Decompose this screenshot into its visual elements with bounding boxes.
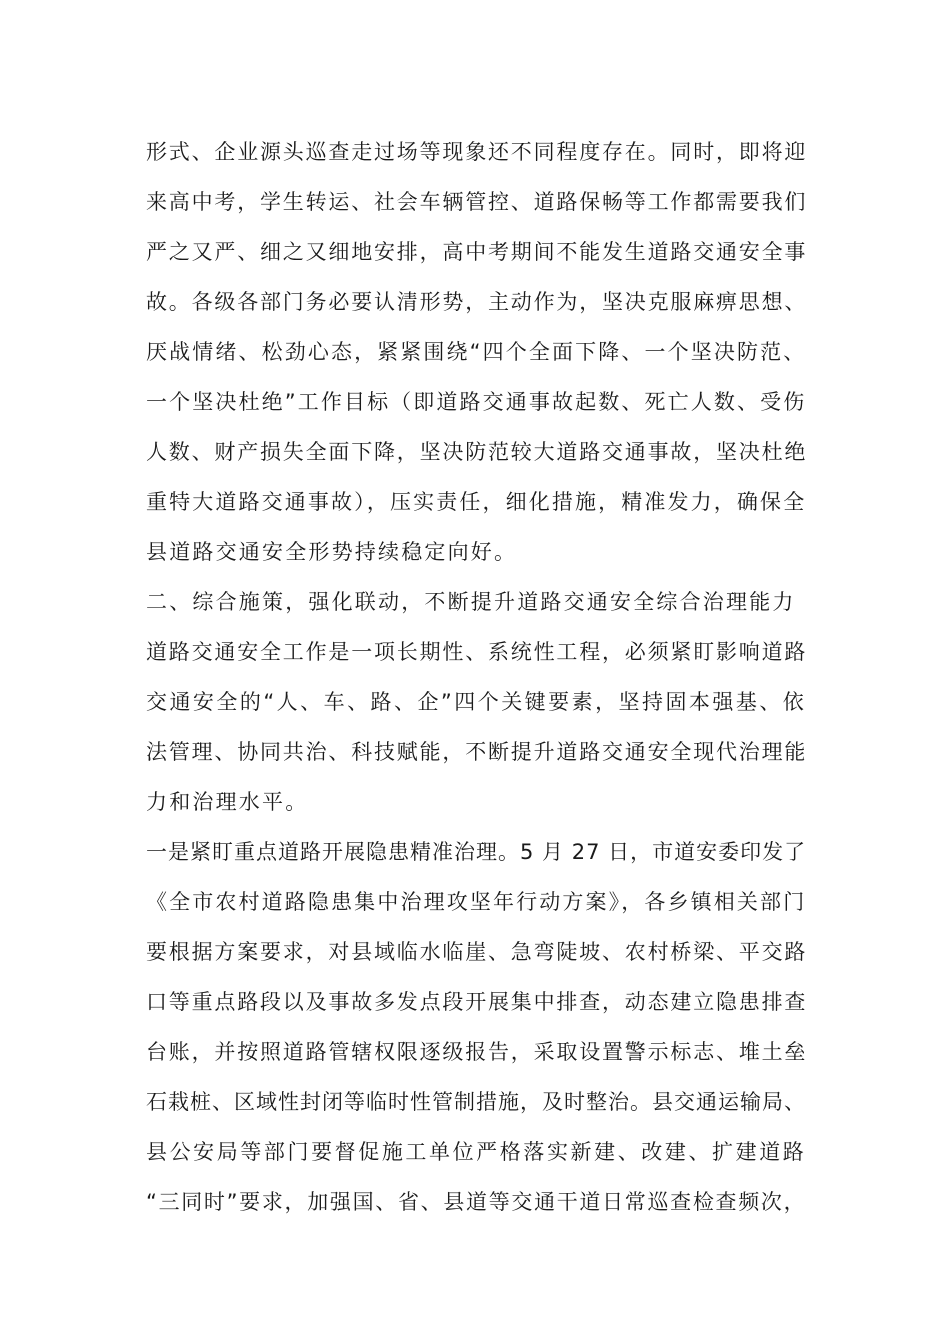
text-line-18: 口等重点路段以及事故多发点段开展集中排查，动态建立隐患排查 xyxy=(146,990,808,1014)
text-line-2: 来高中考，学生转运、社会车辆管控、道路保畅等工作都需要我们 xyxy=(146,190,808,214)
text-line-4: 故。各级各部门务必要认清形势，主动作为，坚决克服麻痹思想、 xyxy=(146,290,808,314)
text-line-8: 重特大道路交通事故），压实责任，细化措施，精准发力，确保全 xyxy=(146,490,806,514)
text-line-17: 要根据方案要求，对县域临水临崖、急弯陡坡、农村桥梁、平交路 xyxy=(146,940,808,964)
section-heading: 二、综合施策，强化联动，不断提升道路交通安全综合治理能力 xyxy=(146,590,796,614)
text-line-15: 一是紧盯重点道路开展隐患精准治理。5 月 27 日，市道安委印发了 xyxy=(146,840,807,864)
text-line-19: 台账，并按照道路管辖权限逐级报告，采取设置警示标志、堆土垒 xyxy=(146,1040,808,1064)
text-line-22: “三同时”要求，加强国、省、县道等交通干道日常巡查检查频次， xyxy=(146,1190,806,1214)
text-line-14: 力和治理水平。 xyxy=(146,790,309,814)
text-line-1: 形式、企业源头巡查走过场等现象还不同程度存在。同时，即将迎 xyxy=(146,140,808,164)
text-line-5: 厌战情绪、松劲心态，紧紧围绕“四个全面下降、一个坚决防范、 xyxy=(146,340,806,364)
text-line-16: 《全市农村道路隐患集中治理攻坚年行动方案》，各乡镇相关部门 xyxy=(146,890,806,914)
text-line-7: 人数、财产损失全面下降，坚决防范较大道路交通事故，坚决杜绝 xyxy=(146,440,808,464)
text-line-11: 道路交通安全工作是一项长期性、系统性工程，必须紧盯影响道路 xyxy=(146,640,808,664)
text-line-12: 交通安全的“人、车、路、企”四个关键要素，坚持固本强基、依 xyxy=(146,690,806,714)
text-line-20: 石栽桩、区域性封闭等临时性管制措施，及时整治。县交通运输局、 xyxy=(146,1090,806,1114)
text-line-6: 一个坚决杜绝”工作目标（即道路交通事故起数、死亡人数、受伤 xyxy=(146,390,806,414)
text-line-3: 严之又严、细之又细地安排，高中考期间不能发生道路交通安全事 xyxy=(146,240,808,264)
text-line-13: 法管理、协同共治、科技赋能，不断提升道路交通安全现代治理能 xyxy=(146,740,808,764)
text-line-9: 县道路交通安全形势持续稳定向好。 xyxy=(146,540,518,564)
text-line-21: 县公安局等部门要督促施工单位严格落实新建、改建、扩建道路 xyxy=(146,1140,806,1164)
